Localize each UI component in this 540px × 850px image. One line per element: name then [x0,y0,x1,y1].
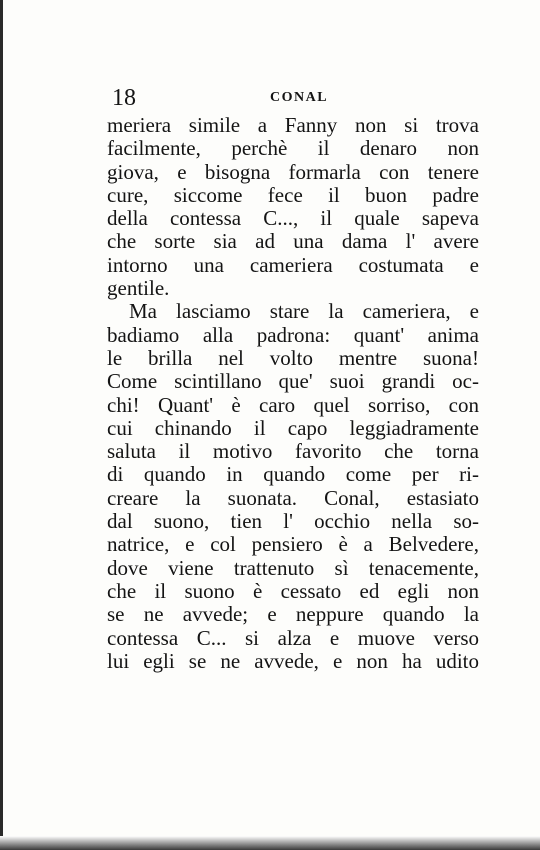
text-line: della contessa C..., il quale sapeva [107,206,479,231]
text-line: badiamo alla padrona: quant' anima [107,322,479,347]
page-header [112,84,478,112]
paragraph-end-line: gentile. [107,276,170,301]
page-number: 18 [112,85,136,111]
running-title: CONAL [270,90,329,105]
text-line: facilmente, perchè il denaro non [107,136,479,161]
text-line: giova, e bisogna formarla con tenere [107,159,479,184]
text-line: cui chinando il capo leggiadramente [107,415,479,440]
text-line: di quando in quando come per ri- [107,462,479,487]
text-line: se ne avvede; e neppure quando la [107,602,479,627]
text-line: dove viene trattenuto sì tenacemente, [107,555,479,580]
text-line: creare la suonata. Conal, estasiato [107,485,479,510]
text-line: dal suono, tien l' occhio nella so- [107,509,479,534]
text-line: che il suono è cessato ed egli non [107,578,479,603]
text-line: chi! Quant' è caro quel sorriso, con [107,392,479,417]
text-line: lui egli se ne avvede, e non ha udito [107,648,479,673]
text-line: contessa C... si alza e muove verso [107,625,479,650]
text-line: le brilla nel volto mentre suona! [107,345,479,370]
text-line: saluta il motivo favorito che torna [107,439,479,464]
paragraph-start-line: Ma lasciamo stare la cameriera, e [129,299,479,324]
text-line: natrice, e col pensiero è a Belvedere, [107,532,479,557]
page-bottom-edge [0,836,540,850]
page-left-edge [0,0,3,850]
text-line: Come scintillano que' suoi grandi oc- [107,369,479,394]
text-line: intorno una cameriera costumata e [107,252,479,277]
text-line: meriera simile a Fanny non si trova [107,113,479,137]
body-text [107,114,479,673]
text-line: cure, siccome fece il buon padre [107,182,479,207]
text-line: che sorte sia ad una dama l' avere [107,229,479,254]
